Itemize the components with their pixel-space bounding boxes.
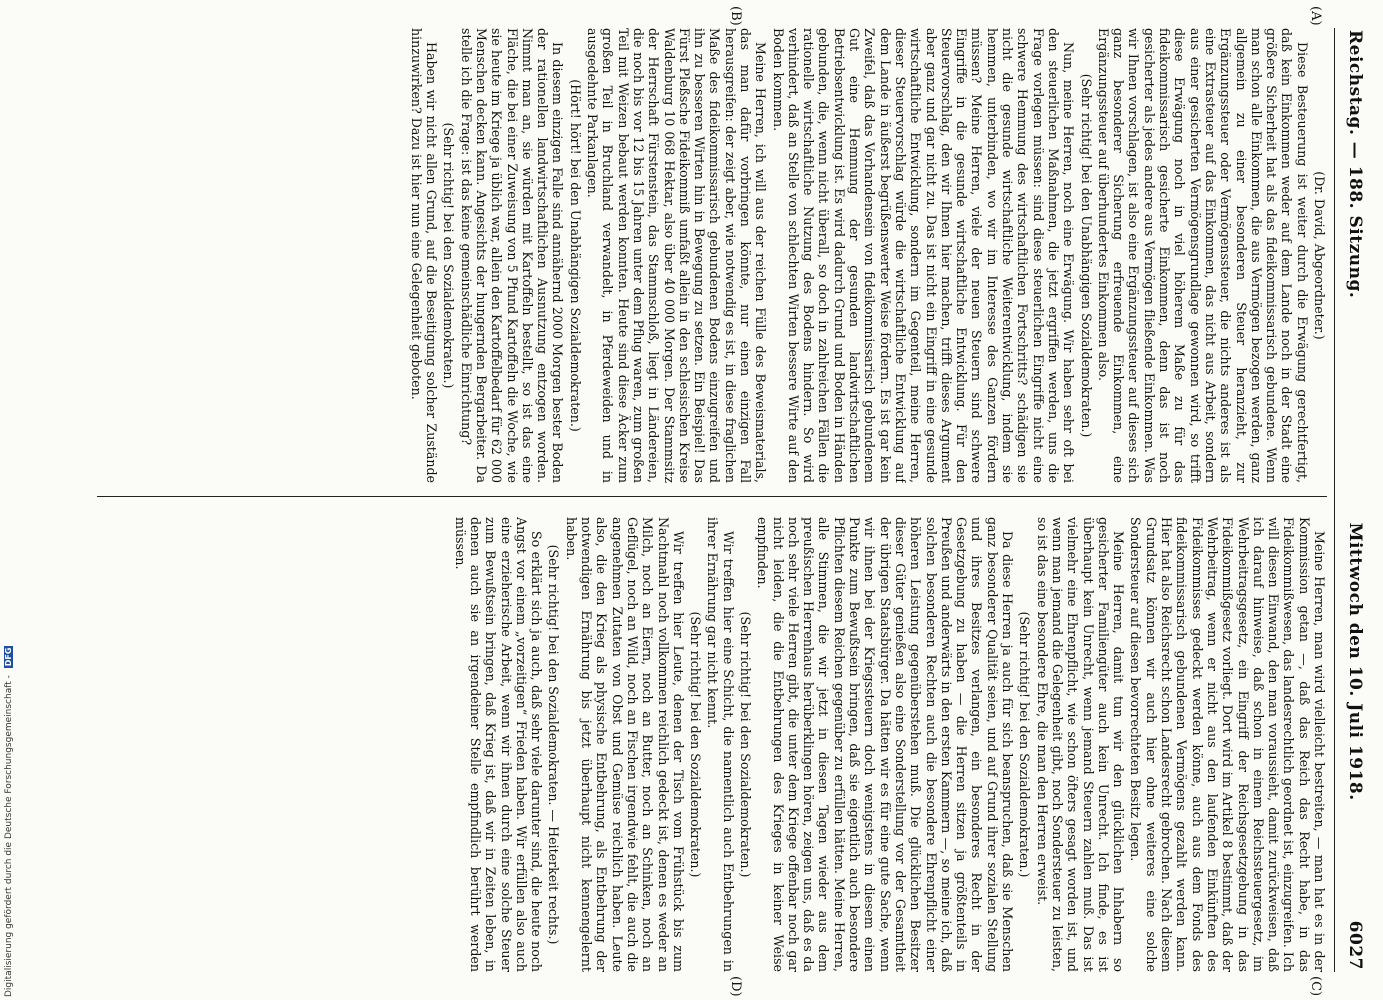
margin-mark-a: (A) xyxy=(1308,6,1323,26)
left-column xyxy=(87,28,1327,483)
margin-mark-d: (D) xyxy=(728,976,743,997)
column-divider xyxy=(97,496,1327,497)
interjection: (Sehr richtig! bei den Sozialdemokraten. — Heiterkeit rechts.) xyxy=(546,544,562,945)
header-left: Reichstag. — 188. Sitzung. xyxy=(1345,30,1365,299)
paragraph: Meine Herren, damit tun wir den glücklichen Inhabern so gesicherter Familiengüter auch kein Unrecht. Ich finde, es ist überhaupt kein Unrecht, wenn jemand Steuern zahlen muß. Das ist vielmehr eine Ehrenpflicht, wie schon öfters gesagt worden ist, und wenn man jemand die Gelegenheit gibt, noch Sondersteuer zu leisten, so ist das eine besondere Ehre, die man den Herren erweist. xyxy=(1034,517,1127,972)
credit-text: Digitalisierung gefördert durch die Deutsche Forschungsgemeinschaft - xyxy=(4,675,14,997)
paragraph: Diese Besteuerung ist weiter durch die Erwägung gerechtfertigt, daß kein Einkommen weder auf dem Lande noch in der Stadt eine größere Sicherheit hat als das fideikommissarisch gebundene. Wenn man schon alle Einkommen, die aus Vermögen bezogen werden, ganz allgemein zu einer besonderen Steuer heranzieht, zur Ergänzungssteuer oder Vermögenssteuer, die nichts anderes ist als eine Extrasteuer auf das Einkommen, das nicht aus Arbeit, sondern aus einer gesicherten Vermögensgrundlage gewonnen wird, so trifft diese Erwägung noch in viel höherem Maße zu für das fideikommissarisch gesicherte Einkommen, denn das ist noch gesicherter als jedes andere aus Vermögen fließende Einkommen. Was wir Ihnen vorschlagen, ist also eine Ergänzungssteuer auf dieses sich ganz besonderer Sicherung erfreuende Einkommen, eine Ergänzungssteuer auf überhundertes Einkommen also. xyxy=(1095,28,1310,483)
page-number: 6027 xyxy=(1345,920,1365,970)
interjection: (Sehr richtig! bei den Sozialdemokraten.) xyxy=(441,122,457,389)
margin-mark-c: (C) xyxy=(1308,976,1323,997)
paragraph: Haben wir nicht allen Grund, auf die Beseitigung solcher Zustände hinzuwirken? Dazu ist hier nun eine Gelegenheit geboten. xyxy=(408,28,440,483)
running-header xyxy=(1335,30,1365,970)
interjection: (Sehr richtig! bei den Sozialdemokraten.) xyxy=(738,611,754,878)
speaker-line: (Dr. David, Abgeordneter.) xyxy=(1312,171,1327,340)
margin-mark-b: (B) xyxy=(728,6,743,26)
paragraph: So erklärt sich ja auch, daß sehr viele darunter sind, die heute noch Angst vor einem „vorzeitigen“ Frieden haben. Wir erfüllen also auch eine erzieherische Arbeit, wenn wir ihnen durch eine solche Steuer zum Bewußtsein bringen, daß Krieg ist, daß wir in Zeiten leben, in denen auch sie an irgendeiner Stelle empfindlich berührt werden müssen. xyxy=(452,517,545,972)
paragraph: Da diese Herren ja auch für sich beanspruchen, daß sie Menschen ganz besonderer Qualität seien, und auf Grund ihrer sozialen Stellung und ihres Besitzes verlangen, ein besonderes Recht in der Gesetzgebung zu haben — die Herren sitzen ja größtenteils in Preußen und anderwärts in den ersten Kammern —, so meine ich, daß solchen besonderen Rechten auch die besondere Ehrenpflicht einer höheren Leistung gegenüberstehen muß. Die glücklichen Besitzer dieser Güter genießen also eine Sonderstellung vor der Gesamtheit der übrigen Staatsbürger. Da hätten wir es für eine gute Sache, wenn wir ihnen bei der Kriegssteuern doch wenigstens in diesem einen Punkte zum Bewußtsein bringen, daß sie eigentlich auch besondere Pflichten diesem Reichen gegenüber zu erfüllen hätten. Meine Herren, alle Stimmen, die wir jetzt in diesen Tagen wieder aus dem preußischen Herrenhaus herüberklingen hören, zeigen uns, daß es da noch sehr viele Herren gibt, die unter dem Kriege offenbar noch gar nicht leiden, die die Entbehrungen des Krieges in keiner Weise empfinden. xyxy=(755,517,1016,972)
paragraph: Meine Herren, man wird vielleicht bestreiten, — man hat es in der Kommission getan —, daß das Reich das Recht habe, in das Fideikommißwesen, das landesrechtlich geordnet ist, einzugreifen. Ich will diesen Einwand, den man voraussieht, damit zurückweisen, daß ich darauf hinweise, daß schon in einem Reichssteuergesetz, im Wehrbeitragsgesetz, ein Eingriff der Reichsgesetzgebung in das Fideikommißgesetz vorliegt. Dort wird im Artikel 8 bestimmt, daß der Wehrbeitrag, wenn er nicht aus den laufenden Einkünften des Fideikommisses gedeckt werden könne, auch aus dem Fonds des fideikommissarisch gebundenen Vermögens gezahlt werden kann. Hier hat also Reichsrecht schon Landesrecht gebrochen. Nach diesem Grundsatz können wir auch hier ohne weiteres eine solche Sondersteuer auf diesen bevorrechteten Besitz legen. xyxy=(1128,517,1327,972)
header-rule xyxy=(1334,28,1335,972)
header-right xyxy=(1345,523,1365,970)
dfg-logo: DFG xyxy=(4,647,13,667)
right-column xyxy=(87,517,1327,972)
paragraph: Wir treffen hier Leute, denen der Tisch vom Frühstück bis zum Nachtmahl noch vollkommen reichlich gedeckt ist, denen es weder an Milch, noch an Eiern, noch an Butter, noch an Schinken, noch an Geflügel, noch an Wild, noch an Fischen irgendwie fehlt, die auch die angenehmen Zutaten von Obst und Gemüse reichlich haben. Leute also, die den Krieg als physische Entbehrung, als Entbehrung der notwendigen Ernährung bis jetzt überhaupt nicht kennengelernt haben. xyxy=(563,517,686,972)
interjection: (Sehr richtig! bei den Sozialdemokraten.) xyxy=(1017,611,1033,878)
interjection: (Sehr richtig! bei den Sozialdemokraten.) xyxy=(688,611,704,878)
digitization-credit xyxy=(4,0,18,997)
paragraph: Meine Herren, ich will aus der reichen Fülle des Beweismaterials, das man dafür vorbringen könnte, nur einen einzigen Fall herausgreifen: der zeigt aber, wie notwendig es ist, in diese fraglichen Maße des fideikommissarisch gebundenen Bodens einzugreifen und ihn zu besseren Wirten hin in Bewegung zu setzen. Ein Beispiel! Das Fürst Pleßsche Fideikommiß umfaßt allein in den schlesischen Kreise Waldenburg 10 068 Hektar, also über 40 000 Morgen. Der Stammsitz der Herrschaft Fürstenstein, das Stammschloß, liegt in Ländereien, die noch bis vor 12 bis 15 Jahren unter dem Pflug waren, zum großen Teil mit Weizen bebaut werden konnten. Heute sind diese Äcker zum großen Teil in Bruchland verwandelt, in Pferdeweiden und in ausgedehnte Parkanlagen. xyxy=(585,28,769,483)
paragraph: In diesem einzigen Falle sind annähernd 2000 Morgen bester Boden der rationellen landwirtschaftlichen Ausnutzung entzogen worden. Nimmt man an, sie würden mit Kartoffeln bestellt, so ist das eine Fläche, die bei einer Zuweisung von 5 Pfund Kartoffeln die Woche, wie sie heute im Kriege ja üblich war, allein den Kartoffelbedarf für 62 000 Menschen decken kann. Angesichts der hungernden Bergarbeiter. Da stelle ich die Frage: ist das keine gemeinschädliche Einrichtung? xyxy=(458,28,566,483)
header-date: Mittwoch den 10. Juli 1918. xyxy=(1345,522,1365,801)
paragraph: Wir treffen hier eine Schicht, die namentlich auch Entbehrungen in ihrer Ernährung gar nicht kennt. xyxy=(705,517,736,972)
interjection: (Hört! hört! bei den Unabhängigen Sozialdemokraten.) xyxy=(567,79,583,432)
paragraph: Nun, meine Herren, noch eine Erwägung. Wir haben sehr oft bei den steuerlichen Maßnahmen, die jetzt ergriffen werden, uns die Frage vorlegen müssen: sind diese steuerlichen Eingriffe nicht eine schwere Hemmung des wirtschaftlichen Fortschritts? schädigen sie nicht die gesunde wirtschaftliche Weiterentwicklung, indem sie hemmen, unterbinden, wo wir im Interesse des Ganzen fördern müssen? Meine Herren, viele der neuen Steuern sind schwere Eingriffe in die gesunde wirtschaftliche Entwicklung. Für den Steuervorschlag, den wir Ihnen hier machen, trifft dieses Argument aber ganz und gar nicht zu. Das ist nicht ein Eingriff in eine gesunde wirtschaftliche Entwicklung, sondern im Gegenteil, meine Herren, dieser Steuervorschlag würde die wirtschaftliche Entwicklung auf dem Lande in äußerst begrüßenswerter Weise fördern. Es ist gar kein Zweifel, daß das Vorhandensein von fideikommissarisch gebundenem Gut eine Hemmung der gesunden landwirtschaftlichen Betriebsentwicklung ist. Es wird dadurch Grund und Boden in Händen gebunden, die, wenn nicht überall, so doch in zahlreichen Fällen die rationelle wirtschaftliche Nutzung des Bodens hindern. So wird verhindert, daß an Stelle von schlechten Wirten bessere Wirte auf den Boden kommen. xyxy=(770,28,1077,483)
interjection: (Sehr richtig! bei den Unabhängigen Sozialdemokraten.) xyxy=(1078,73,1094,438)
